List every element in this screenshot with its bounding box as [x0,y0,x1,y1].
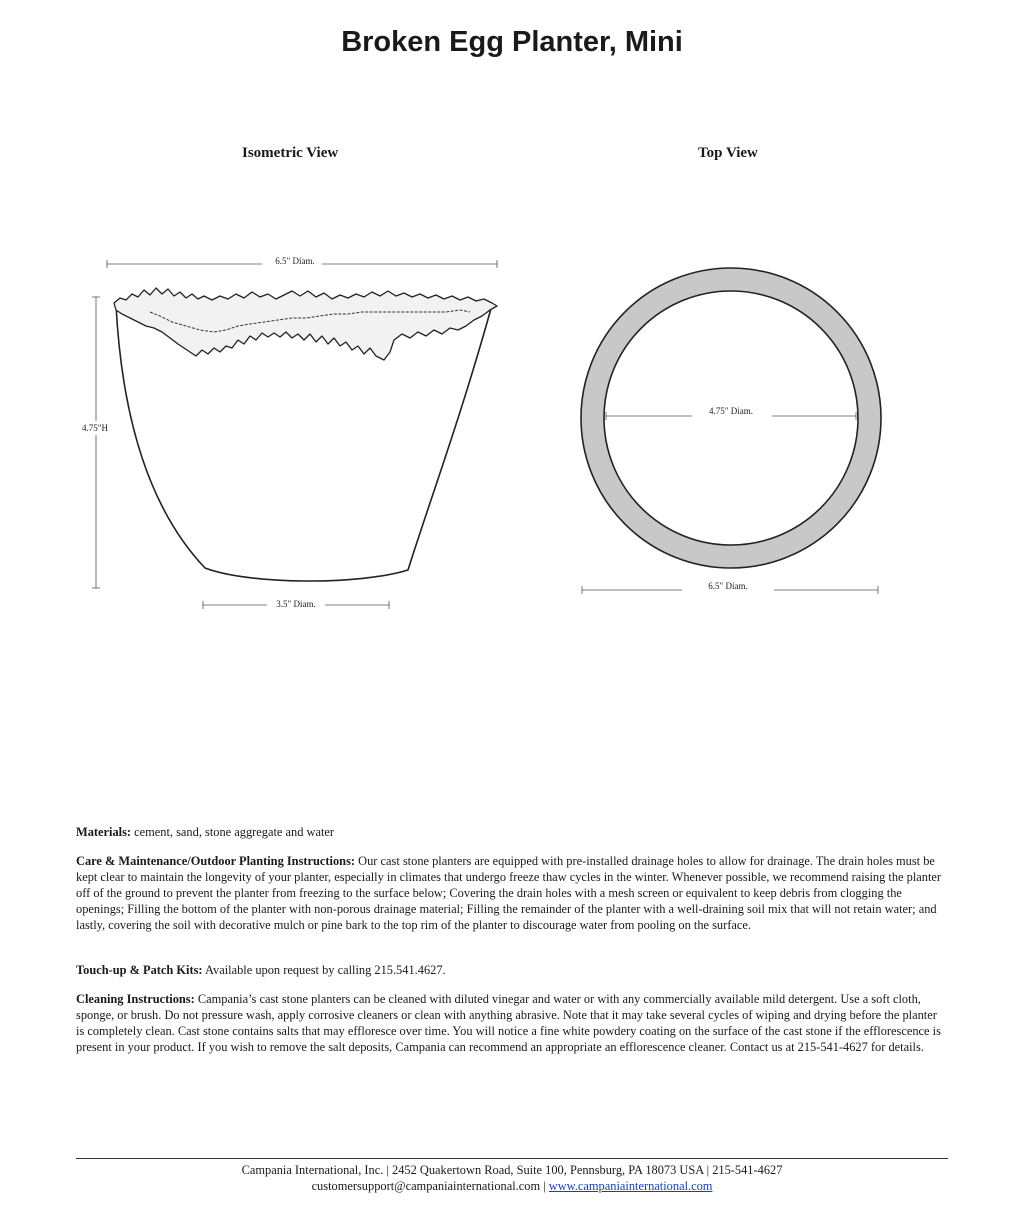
care-label: Care & Maintenance/Outdoor Planting Instructions: [76,854,356,868]
iso-top-diameter-label: 6.5" Diam. [275,256,315,266]
materials-label: Materials: [76,825,132,839]
planter-isometric [114,288,497,581]
footer-email: customersupport@campaniainternational.com [311,1179,541,1193]
iso-height-dimension [78,297,114,588]
top-outer-dimension [582,581,878,594]
footer-divider [76,1158,948,1159]
care-paragraph [76,853,948,933]
page-title: Broken Egg Planter, Mini [341,26,683,58]
isometric-view-heading: Isometric View [242,145,339,161]
touchup-text: Available upon request by calling 215.541.4627. [202,963,446,977]
iso-base-diameter-label: 3.5" Diam. [276,599,316,609]
materials-paragraph [76,824,948,840]
footer-address: Campania International, Inc. | 2452 Quakertown Road, Suite 100, Pennsburg, PA 18073 USA | 215-541-4627 [241,1163,783,1177]
top-view-heading: Top View [698,145,758,161]
iso-top-dimension [107,255,497,269]
top-outer-diameter-label: 6.5" Diam. [708,581,748,591]
iso-base-dimension [203,597,389,611]
cleaning-paragraph [76,991,948,1055]
planter-top-view [581,268,881,568]
care-text: Our cast stone planters are equipped with pre-installed drainage holes to allow for drainage. The drain holes must be kept clear to maintain the longevity of your planter, especially in climates that undergo freeze thaw cycles in the winter. Whenever possible, we recommend raising the planter off of the ground to prevent the planter from freezing to the surface below; Covering the drain holes with a mesh screen or equivalent to keep debris from clogging the openings; Filling the bottom of the planter with non-porous drainage material; Filling the remainder of the planter with a well-draining soil mix that will not retain water; and lastly, covering the soil with decorative mulch or pine bark to the top rim of the planter to discourage water from pooling on the surface. [76,854,942,932]
footer-contact [0,1179,1024,1194]
footer-separator: | [540,1179,549,1193]
website-link[interactable]: www.campaniainternational.com [548,1179,713,1193]
cleaning-text: Campania’s cast stone planters can be cleaned with diluted vinegar and water or with any commercially available mild detergent. Use a soft cloth, sponge, or brush. Do not pressure wash, apply corrosive cleaners or clean with anything abrasive. Note that it may take several cycles of wiping and drying before the planter is completely clean. Cast stone contains salts that may effloresce over time. You will notice a fine white powdery coating on the surface of the cast stone if the efflorescence is present in your product. If you wish to remove the salt deposits, Campania can recommend an appropriate an efflorescence cleaner. Contact us at 215-541-4627 for details. [76,992,941,1054]
iso-height-label: 4.75"H [82,423,108,433]
cleaning-label: Cleaning Instructions: [76,992,195,1006]
materials-text: cement, sand, stone aggregate and water [131,825,335,839]
top-inner-diameter-label: 4.75" Diam. [709,406,753,416]
touchup-label: Touch-up & Patch Kits: [76,963,203,977]
touchup-paragraph [76,962,948,978]
